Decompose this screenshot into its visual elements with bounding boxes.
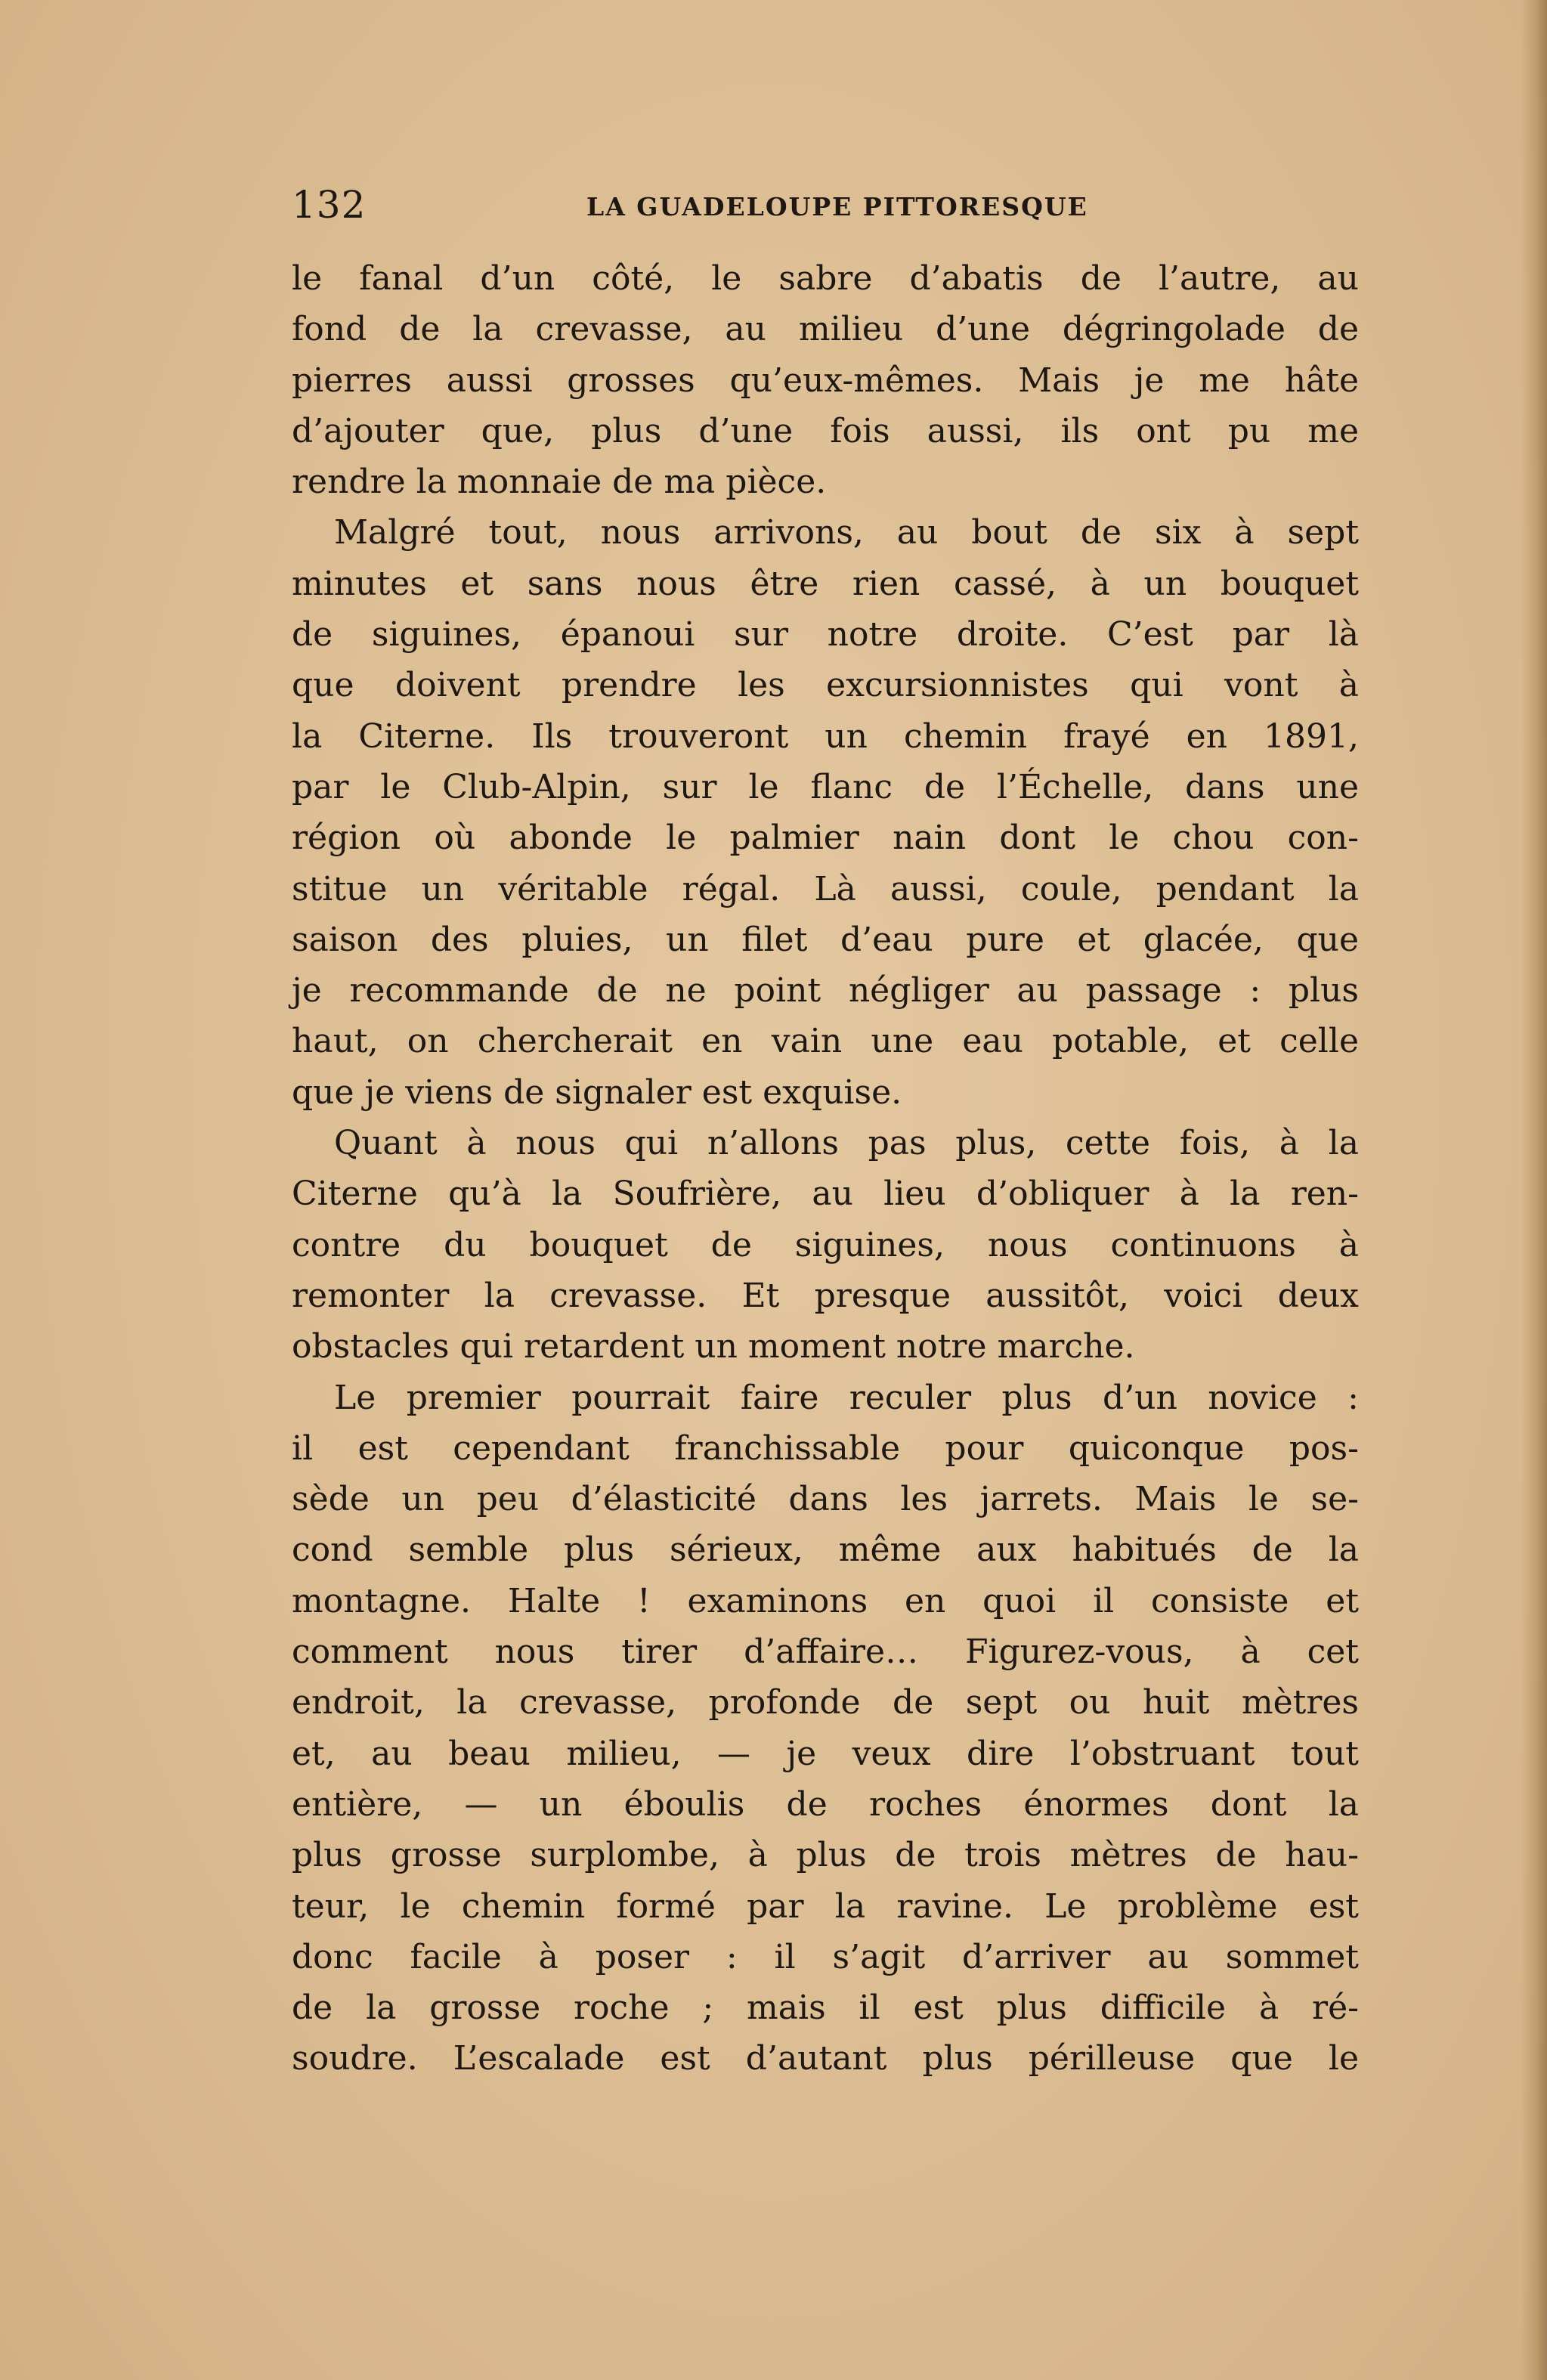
- text-line: Malgré tout, nous arrivons, au bout de six à sept: [334, 513, 1359, 552]
- text-line: stitue un véritable régal. Là aussi, coule, pendant la: [292, 869, 1359, 908]
- text-line: d’ajouter que, plus d’une fois aussi, ils ont pu me: [292, 411, 1359, 450]
- text-line: cond semble plus sérieux, même aux habitués de la: [292, 1530, 1359, 1570]
- text-line: contre du bouquet de siguines, nous continuons à: [292, 1225, 1359, 1264]
- text-line: fond de la crevasse, au milieu d’une dégringolade de: [292, 310, 1359, 349]
- text-line: Le premier pourrait faire reculer plus d’un novice :: [334, 1378, 1359, 1417]
- text-line: haut, on chercherait en vain une eau potable, et celle: [292, 1022, 1359, 1061]
- text-line: par le Club-Alpin, sur le flanc de l’Échelle, dans une: [292, 767, 1359, 806]
- page-number: 132: [292, 183, 367, 227]
- text-line: il est cependant franchissable pour quiconque pos-: [292, 1428, 1359, 1468]
- text-line: endroit, la crevasse, profonde de sept ou huit mètres: [292, 1683, 1359, 1722]
- text-line: pierres aussi grosses qu’eux-mêmes. Mais je me hâte: [292, 361, 1359, 400]
- text-line: donc facile à poser : il s’agit d’arriver au sommet: [292, 1937, 1359, 1976]
- text-line: que je viens de signaler est exquise.: [292, 1072, 902, 1112]
- page-header: [292, 178, 1359, 231]
- text-line: la Citerne. Ils trouveront un chemin frayé en 1891,: [292, 716, 1359, 756]
- text-line: de la grosse roche ; mais il est plus difficile à ré-: [292, 1988, 1359, 2028]
- page-edge-shadow: [1521, 0, 1547, 2380]
- text-line: comment nous tirer d’affaire… Figurez-vous, à cet: [292, 1633, 1359, 1672]
- text-line: Quant à nous qui n’allons pas plus, cette fois, à la: [334, 1124, 1359, 1163]
- text-line: teur, le chemin formé par la ravine. Le problème est: [292, 1886, 1359, 1926]
- text-line: le fanal d’un côté, le sabre d’abatis de l’autre, au: [292, 259, 1359, 298]
- text-line: soudre. L’escalade est d’autant plus périlleuse que le: [292, 2039, 1359, 2078]
- text-line: sède un peu d’élasticité dans les jarrets. Mais le se-: [292, 1480, 1359, 1519]
- text-line: Citerne qu’à la Soufrière, au lieu d’obliquer à la ren-: [292, 1175, 1359, 1214]
- body-text: [292, 253, 1359, 2084]
- text-line: remonter la crevasse. Et presque aussitôt, voici deux: [292, 1276, 1359, 1315]
- text-line: je recommande de ne point négliger au passage : plus: [292, 971, 1359, 1010]
- text-line: entière, — un éboulis de roches énormes dont la: [292, 1784, 1359, 1824]
- text-line: région où abonde le palmier nain dont le chou con-: [292, 819, 1359, 858]
- text-line: saison des pluies, un filet d’eau pure et glacée, que: [292, 920, 1359, 959]
- running-title: LA GUADELOUPE PITTORESQUE: [586, 192, 1088, 221]
- text-line: minutes et sans nous être rien cassé, à un bouquet: [292, 564, 1359, 603]
- text-line: rendre la monnaie de ma pièce.: [292, 463, 827, 502]
- text-line: et, au beau milieu, — je veux dire l’obstruant tout: [292, 1734, 1359, 1773]
- text-line: plus grosse surplombe, à plus de trois mètres de hau-: [292, 1836, 1359, 1875]
- text-line: que doivent prendre les excursionnistes qui vont à: [292, 666, 1359, 705]
- text-line: de siguines, épanoui sur notre droite. C’est par là: [292, 615, 1359, 655]
- text-line: montagne. Halte ! examinons en quoi il consiste et: [292, 1581, 1359, 1620]
- text-line: obstacles qui retardent un moment notre marche.: [292, 1327, 1135, 1366]
